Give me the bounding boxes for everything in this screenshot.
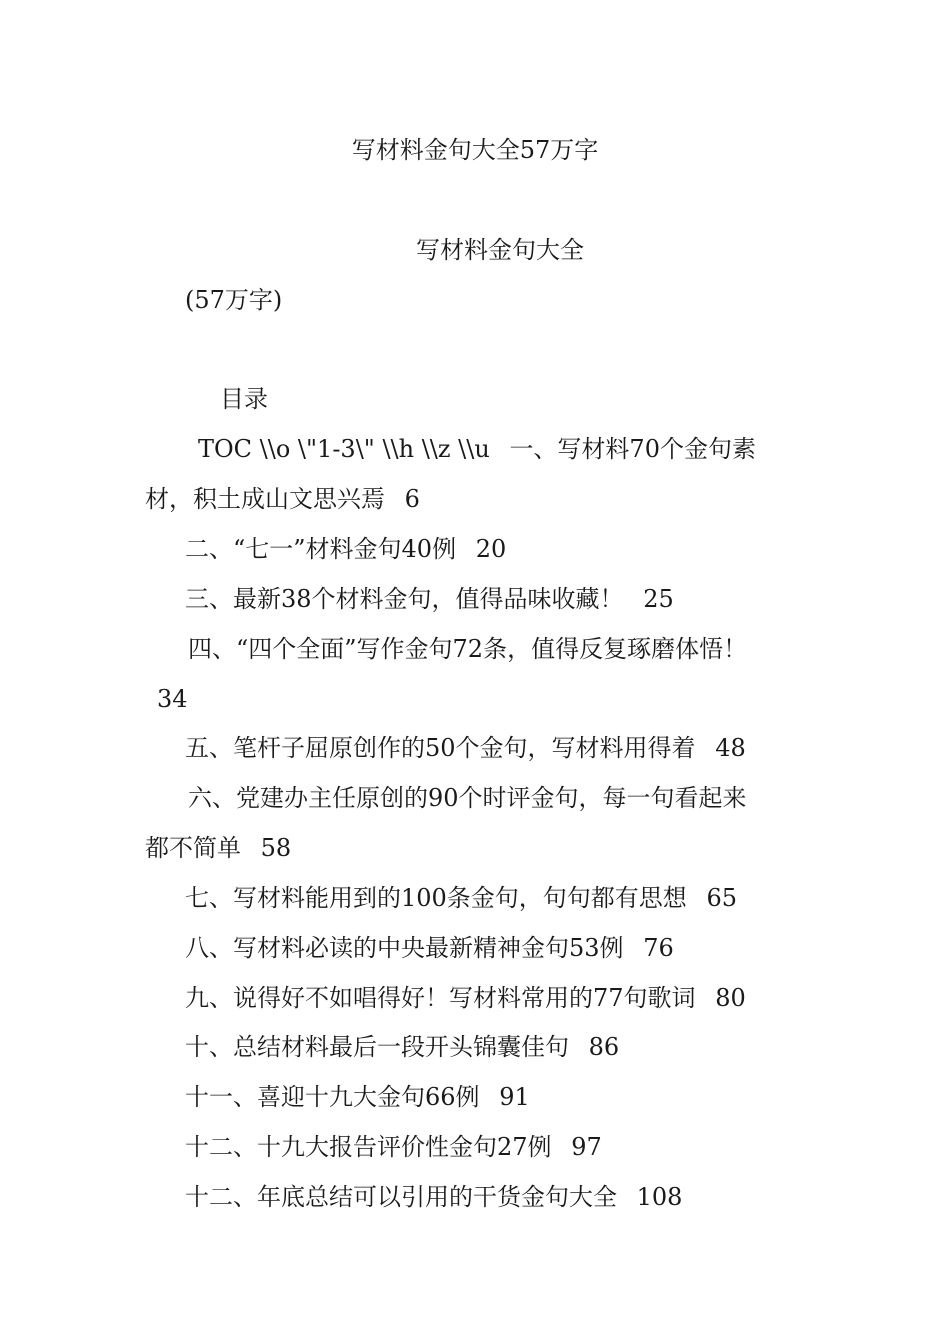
toc-entry-10-text: 十、总结材料最后一段开头锦囊佳句 bbox=[185, 1033, 569, 1061]
toc-entry-1-line1[interactable] bbox=[198, 434, 756, 464]
toc-entry-12-page: 97 bbox=[571, 1133, 602, 1161]
toc-entry-5-page: 48 bbox=[715, 734, 746, 762]
toc-entry-12[interactable] bbox=[185, 1132, 602, 1162]
toc-entry-13[interactable] bbox=[185, 1182, 682, 1212]
toc-label: 目录 bbox=[220, 385, 268, 413]
toc-entry-6-line2[interactable] bbox=[145, 833, 291, 863]
toc-entry-9-page: 80 bbox=[715, 984, 746, 1012]
document-heading: 写材料金句大全57万字 bbox=[351, 136, 599, 164]
toc-entry-8[interactable] bbox=[185, 933, 674, 963]
toc-entry-9[interactable] bbox=[185, 983, 746, 1013]
toc-entry-11-text: 十一、喜迎十九大金句66例 bbox=[185, 1083, 480, 1111]
toc-entry-1-text-a: 一、写材料70个金句素 bbox=[509, 435, 756, 463]
toc-entry-1-text-b: 材，积土成山文思兴焉 bbox=[145, 485, 385, 513]
toc-entry-11-page: 91 bbox=[499, 1083, 530, 1111]
toc-entry-3[interactable] bbox=[185, 584, 674, 614]
toc-entry-11[interactable] bbox=[185, 1082, 530, 1112]
toc-entry-4-line2[interactable] bbox=[157, 684, 188, 714]
toc-entry-2[interactable] bbox=[185, 534, 506, 564]
toc-entry-7-text: 七、写材料能用到的100条金句，句句都有思想 bbox=[185, 884, 687, 912]
toc-entry-9-text: 九、说得好不如唱得好！写材料常用的77句歌词 bbox=[185, 984, 696, 1012]
toc-entry-13-text: 十二、年底总结可以引用的干货金句大全 bbox=[185, 1183, 617, 1211]
toc-entry-5[interactable] bbox=[185, 733, 746, 763]
toc-entry-6-line1[interactable] bbox=[188, 783, 747, 813]
toc-entry-2-page: 20 bbox=[475, 535, 507, 563]
toc-entry-1-line2[interactable] bbox=[145, 484, 420, 514]
toc-entry-3-text: 三、最新38个材料金句，值得品味收藏！ bbox=[185, 585, 624, 613]
toc-entry-6-text-b: 都不简单 bbox=[145, 834, 241, 862]
toc-entry-4-line1[interactable] bbox=[188, 634, 747, 664]
document-title: 写材料金句大全 bbox=[416, 236, 584, 264]
toc-entry-8-text: 八、写材料必读的中央最新精神金句53例 bbox=[185, 934, 624, 962]
toc-entry-6-text-a: 六、党建办主任原创的90个时评金句，每一句看起来 bbox=[188, 784, 747, 812]
toc-entry-8-page: 76 bbox=[643, 934, 674, 962]
document-subtitle: (57万字) bbox=[185, 286, 283, 314]
toc-entry-12-text: 十二、十九大报告评价性金句27例 bbox=[185, 1133, 552, 1161]
toc-entry-10[interactable] bbox=[185, 1032, 619, 1062]
toc-entry-10-page: 86 bbox=[588, 1033, 620, 1061]
toc-entry-7-page: 65 bbox=[706, 884, 737, 912]
toc-field-code: TOC \\o \"1-3\" \\h \\z \\u bbox=[198, 435, 490, 463]
toc-entry-2-text: 二、“七一”材料金句40例 bbox=[185, 535, 457, 563]
toc-entry-3-page: 25 bbox=[643, 585, 674, 613]
toc-entry-1-page: 6 bbox=[404, 485, 420, 513]
toc-entry-7[interactable] bbox=[185, 883, 737, 913]
toc-entry-4-text: 四、“四个全面”写作金句72条，值得反复琢磨体悟！ bbox=[188, 635, 748, 663]
toc-entry-6-page: 58 bbox=[260, 834, 292, 862]
toc-entry-4-page: 34 bbox=[157, 685, 188, 713]
toc-entry-13-page: 108 bbox=[636, 1183, 683, 1211]
toc-entry-5-text: 五、笔杆子屈原创作的50个金句，写材料用得着 bbox=[185, 734, 696, 762]
